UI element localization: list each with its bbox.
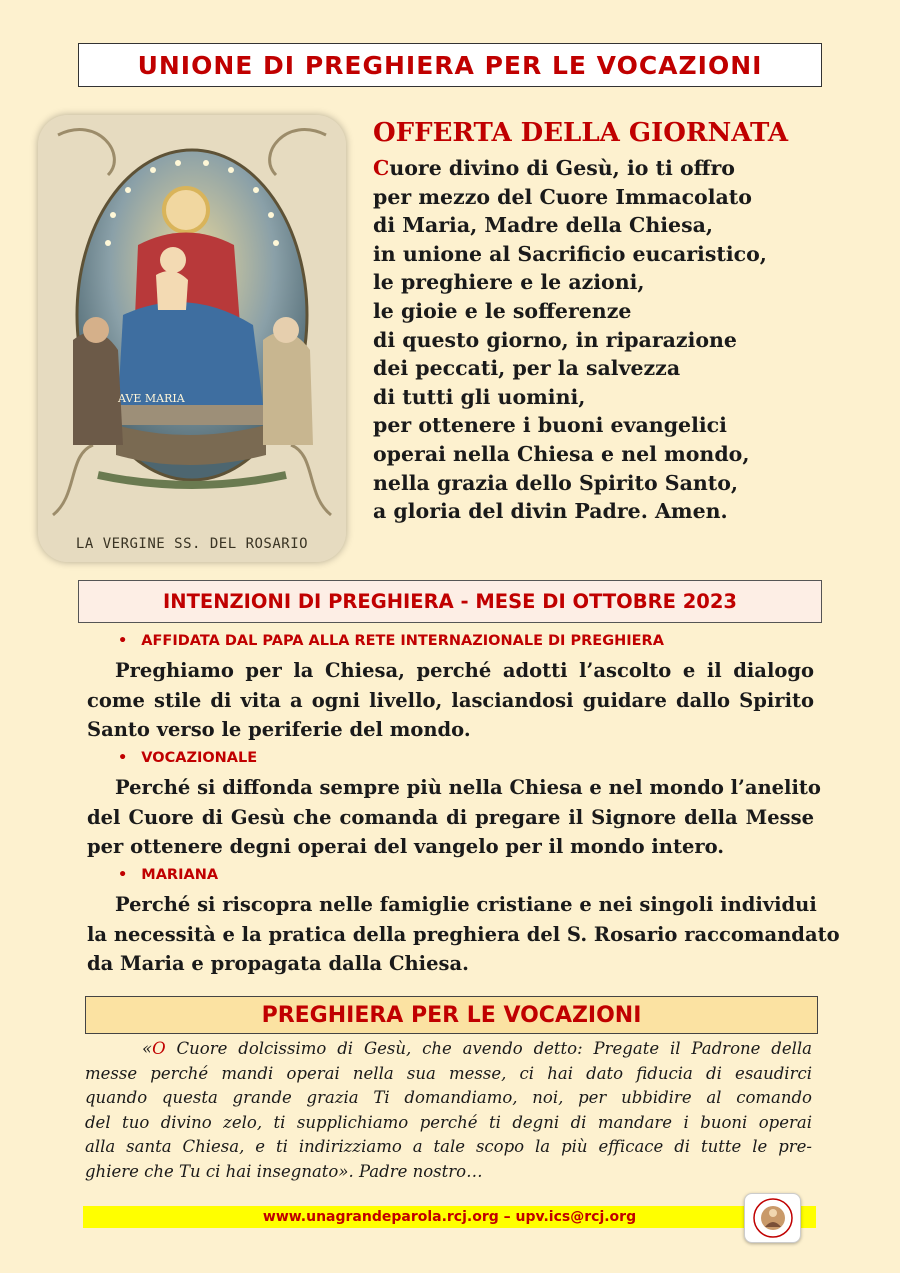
footer-bar (83, 1206, 816, 1228)
preghiera-line: messe perché mandi operai nella sua messe, ci hai dato fiducia di esaudirci (85, 1063, 812, 1083)
page-title-box (78, 43, 822, 87)
page-title: UNIONE DI PREGHIERA PER LE VOCAZIONI (137, 50, 763, 80)
offerta-line: in unione al Sacrificio eucaristico, (373, 241, 767, 266)
intention-paragraph: Perché si riscopra nelle famiglie cristiane e nei singoli individui la necessità e la pratica della preghiera del S. Rosario raccomandato da Maria e propagata dalla Chiesa. (87, 893, 840, 975)
intention-heading: • MARIANA (118, 867, 219, 883)
offerta-line: per ottenere i buoni evangelici (373, 413, 727, 438)
preghiera-initial: O (152, 1039, 166, 1058)
ave-maria-banner: AVE MARIA (118, 392, 185, 405)
offerta-title: OFFERTA DELLA GIORNATA (373, 118, 789, 148)
offerta-line: per mezzo del Cuore Immacolato (373, 184, 752, 209)
offerta-line: nella grazia dello Spirito Santo, (373, 470, 739, 495)
preghiera-title: PREGHIERA PER LE VOCAZIONI (261, 1002, 642, 1028)
preghiera-first-line: «O Cuore dolcissimo di Gesù, che avendo detto: Pregate il Padrone della (142, 1039, 812, 1058)
offerta-line: le preghiere e le azioni, (373, 270, 645, 295)
preghiera-line: del tuo divino zelo, ti supplichiamo perché ti degni di mandare i buoni operai (85, 1112, 812, 1132)
intention-heading: • AFFIDATA DAL PAPA ALLA RETE INTERNAZIONALE DI PREGHIERA (118, 633, 664, 649)
intention-heading: • VOCAZIONALE (118, 750, 258, 766)
offerta-line: di questo giorno, in riparazione (373, 327, 737, 352)
offerta-prayer (373, 154, 767, 526)
intenzioni-title: INTENZIONI DI PREGHIERA - MESE DI OTTOBRE 2023 (163, 590, 737, 613)
offerta-line: dei peccati, per la salvezza (373, 356, 681, 381)
offerta-line: operai nella Chiesa e nel mondo, (373, 441, 750, 466)
offerta-line: di Maria, Madre della Chiesa, (373, 213, 714, 238)
preghiera-line: ghiere che Tu ci hai insegnato». Padre nostro… (85, 1161, 483, 1181)
intention-paragraph: Perché si diffonda sempre più nella Chiesa e nel mondo l’anelito del Cuore di Gesù che comanda di pregare il Signore della Messe per ottenere degni operai del vangelo per il mondo intero. (87, 776, 821, 858)
preghiera-line: alla santa Chiesa, e ti indirizziamo a tale scopo la più efficace di tutte le pre- (85, 1137, 812, 1156)
preghiera-title-box (85, 996, 818, 1034)
offerta-line: di tutti gli uomini, (373, 384, 586, 409)
bullet-icon: • (118, 633, 128, 649)
holy-card-caption: LA VERGINE SS. DEL ROSARIO (75, 536, 309, 552)
bullet-icon: • (118, 750, 128, 766)
footer-links[interactable]: www.unagrandeparola.rcj.org – upv.ics@rcj.org (262, 1209, 637, 1225)
logo (744, 1193, 801, 1243)
offerta-initial: C (373, 156, 390, 180)
preghiera-line: quando questa grande grazia Ti domandiamo, noi, per ubbidire al comando (85, 1088, 812, 1107)
offerta-first-line: Cuore divino di Gesù, io ti offro (373, 156, 735, 180)
intenzioni-title-box (78, 580, 822, 623)
offerta-line: le gioie e le sofferenze (373, 298, 632, 323)
holy-card-image (38, 115, 346, 562)
intention-paragraph: Preghiamo per la Chiesa, perché adotti l’ascolto e il dialogo come stile di vita a ogni livello, lasciandosi guidare dallo Spirito Santo verso le periferie del mondo. (87, 659, 814, 741)
bullet-icon: • (118, 867, 128, 883)
offerta-line: a gloria del divin Padre. Amen. (373, 499, 728, 524)
preghiera-text (85, 1037, 812, 1184)
